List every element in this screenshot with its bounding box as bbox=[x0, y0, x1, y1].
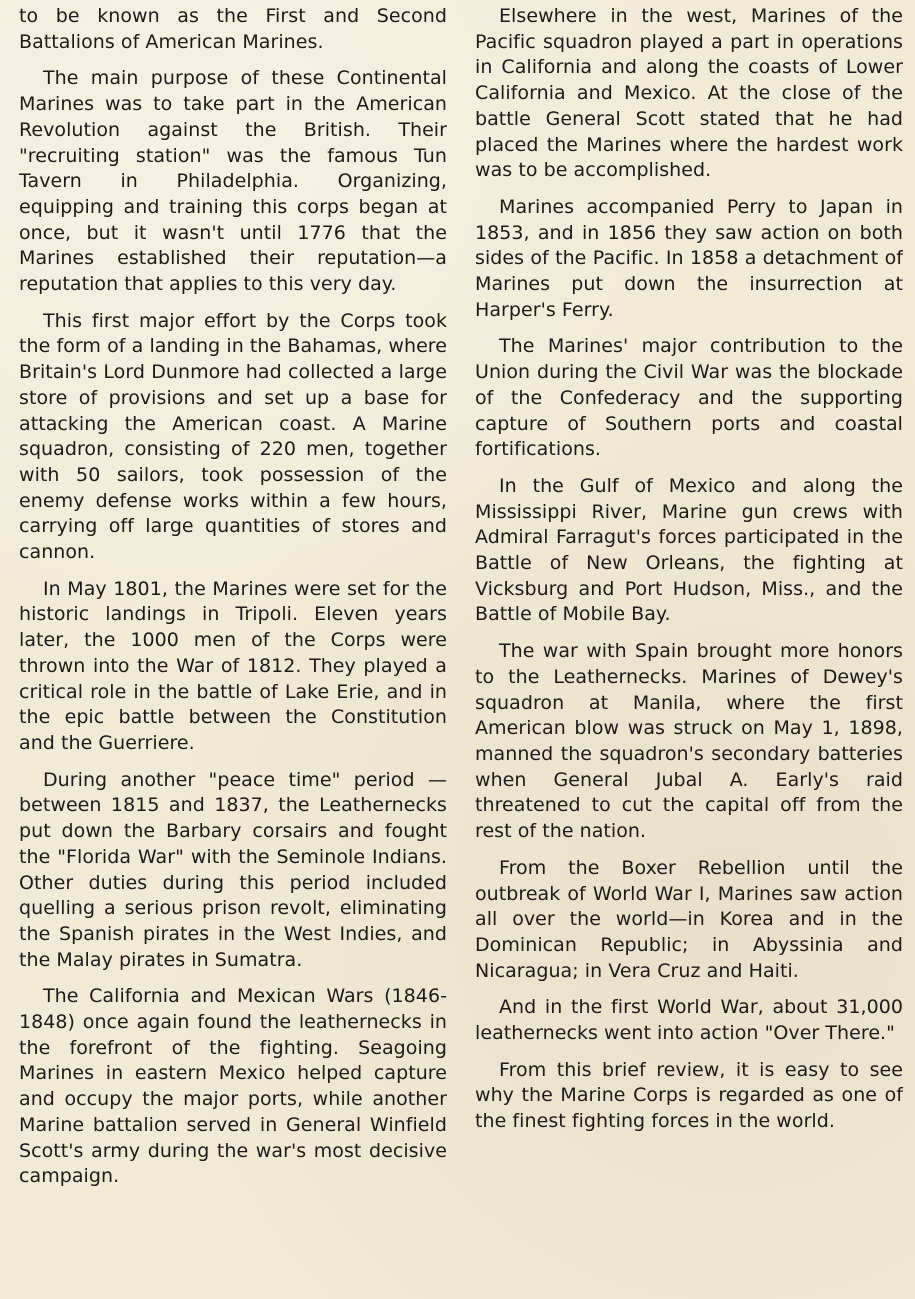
right-text-column bbox=[475, 4, 903, 1299]
right-paragraph-5: The war with Spain brought more honors to the Leathernecks. Marines of Dewey's squadron at Manila, where the first American blow was struck on May 1, 1898, manned the squadron's secondary batteries when General Jubal A. Early's raid threatened to cut the capital off from the rest of the nation. bbox=[475, 640, 903, 843]
left-paragraph-1: to be known as the First and Second Battalions of American Marines. bbox=[19, 5, 447, 53]
right-paragraph-6: From the Boxer Rebellion until the outbreak of World War I, Marines saw action all over the world—in Korea and in the Dominican Republic; in Abyssinia and Nicaragua; in Vera Cruz and Haiti. bbox=[475, 856, 903, 982]
right-paragraph-7: And in the first World War, about 31,000 leathernecks went into action "Over There." bbox=[475, 996, 903, 1045]
left-paragraph-2: The main purpose of these Continental Marines was to take part in the American Revolution against the British. Their "recruiting station" was the famous Tun Tavern in Philadelphia. Organizing, equipping and training this corps began at once, but it wasn't until 1776 that the Marines established their reputation—a reputation that applies to this very day. bbox=[19, 67, 447, 296]
right-paragraph-4: In the Gulf of Mexico and along the Mississippi River, Marine gun crews with Admiral Farragut's forces participated in the Battle of New Orleans, the fighting at Vicksburg and Port Hudson, Miss., and the Battle of Mobile Bay. bbox=[475, 474, 903, 626]
right-paragraph-3: The Marines' major contribution to the Union during the Civil War was the blockade of the Confederacy and the supporting capture of Southern ports and coastal fortifications. bbox=[475, 335, 903, 461]
left-text-column bbox=[19, 4, 447, 1299]
right-paragraph-8: From this brief review, it is easy to see why the Marine Corps is regarded as one of the finest fighting forces in the world. bbox=[475, 1058, 903, 1133]
left-paragraph-5: During another "peace time" period —between 1815 and 1837, the Leathernecks put down the Barbary corsairs and fought the "Florida War" with the Seminole Indians. Other duties during this period included quelling a serious prison revolt, eliminating the Spanish pirates in the West Indies, and the Malay pirates in Sumatra. bbox=[19, 768, 447, 971]
left-paragraph-6: The California and Mexican Wars (1846-1848) once again found the leathernecks in the forefront of the fighting. Seagoing Marines in eastern Mexico helped capture and occupy the major ports, while another Marine battalion served in General Winfield Scott's army during the war's most decisive campaign. bbox=[19, 985, 447, 1188]
right-paragraph-1: Elsewhere in the west, Marines of the Pacific squadron played a part in operations in California and along the coasts of Lower California and Mexico. At the close of the battle General Scott stated that he had placed the Marines where the hardest work was to be accomplished. bbox=[475, 5, 903, 182]
left-paragraph-3: This first major effort by the Corps took the form of a landing in the Bahamas, where Britain's Lord Dunmore had collected a large store of provisions and set up a base for attacking the American coast. A Marine squadron, consisting of 220 men, together with 50 sailors, took possession of the enemy defense works within a few hours, carrying off large quantities of stores and cannon. bbox=[19, 309, 447, 564]
left-paragraph-4: In May 1801, the Marines were set for the historic landings in Tripoli. Eleven years later, the 1000 men of the Corps were thrown into the War of 1812. They played a critical role in the battle of Lake Erie, and in the epic battle between the Constitution and the Guerriere. bbox=[19, 577, 447, 754]
right-paragraph-2: Marines accompanied Perry to Japan in 1853, and in 1856 they saw action on both sides of the Pacific. In 1858 a detachment of Marines put down the insurrection at Harper's Ferry. bbox=[475, 195, 903, 321]
